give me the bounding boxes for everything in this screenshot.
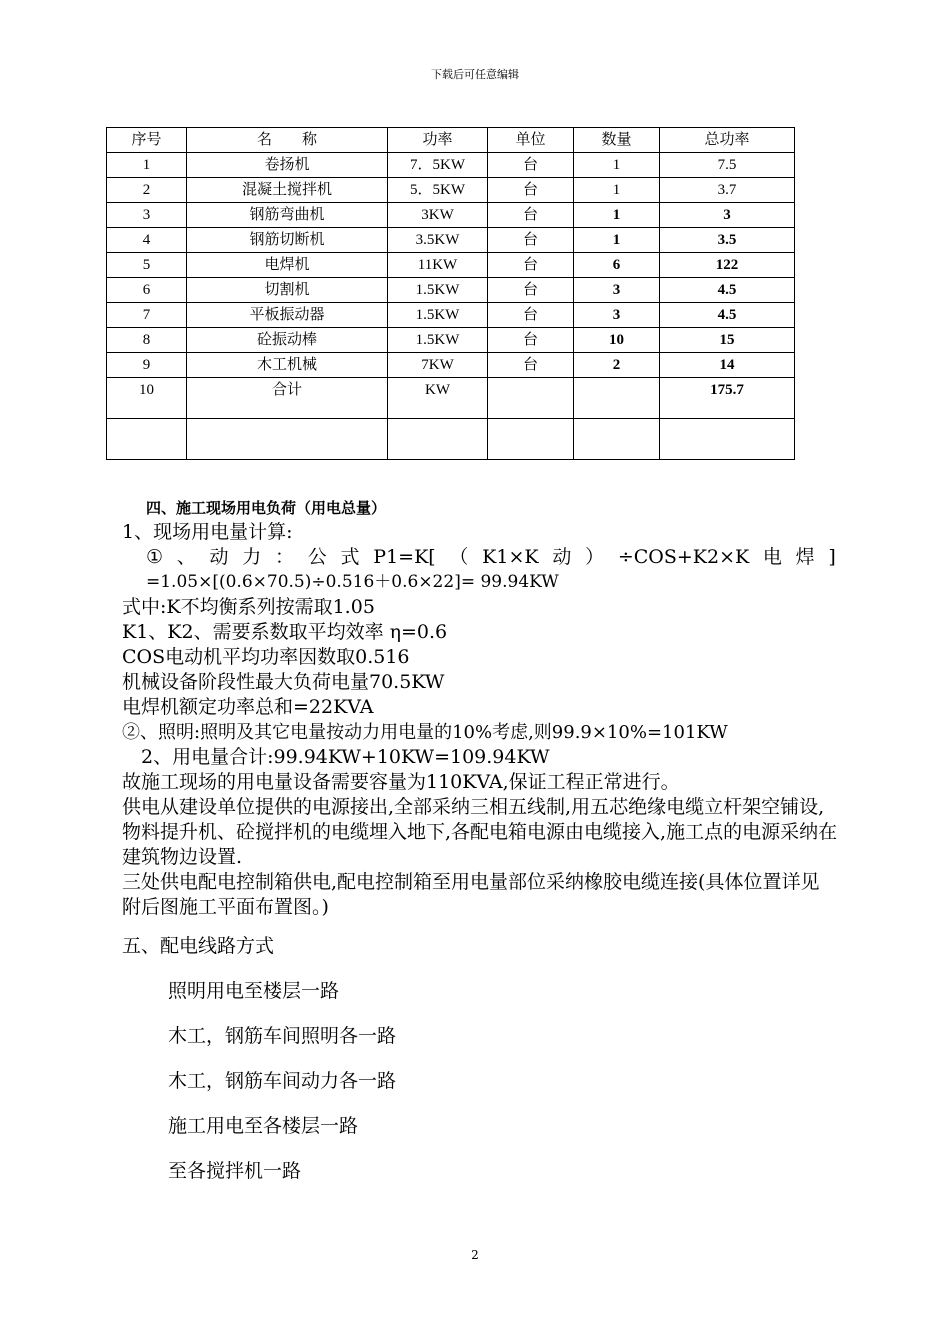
cell: 3.5KW [388, 228, 488, 253]
cell: 6 [574, 253, 660, 278]
cell: 1 [574, 228, 660, 253]
formula-part: （ [449, 546, 469, 568]
header-cell: 名 称 [187, 128, 388, 153]
text-line: 2、用电量合计:99.94KW+10KW=109.94KW [122, 746, 550, 768]
cell: 台 [488, 303, 574, 328]
table-row [107, 253, 795, 278]
table-header-row [107, 128, 795, 153]
route-item: 至各搅拌机一路 [168, 1160, 302, 1182]
cell [574, 419, 660, 460]
header-cell: 功率 [388, 128, 488, 153]
cell: 台 [488, 153, 574, 178]
page-number: 2 [471, 1248, 479, 1262]
cell: 10 [107, 378, 187, 419]
table-row [107, 328, 795, 353]
cell: 7 [107, 303, 187, 328]
text-line: K1、K2、需要系数取平均效率 η=0.6 [122, 621, 448, 643]
route-item: 照明用电至楼层一路 [168, 980, 340, 1002]
route-item: 木工，钢筋车间照明各一路 [168, 1025, 397, 1047]
formula-part: 电 [762, 546, 782, 568]
cell [187, 419, 388, 460]
header-cell: 总功率 [660, 128, 795, 153]
cell: 1 [574, 178, 660, 203]
cell [660, 419, 795, 460]
cell: 10 [574, 328, 660, 353]
formula-part: 动 [209, 546, 229, 568]
text-line: 故施工现场的用电量设备需要容量为110KVA,保证工程正常进行。 [122, 771, 680, 793]
formula-part: ÷COS+K2×K [617, 546, 750, 568]
table-total-row [107, 378, 795, 419]
text-line: 式中:K不均衡系列按需取1.05 [122, 596, 375, 618]
cell: 台 [488, 253, 574, 278]
cell: 175.7 [660, 378, 795, 419]
formula-part: 式 [340, 546, 360, 568]
table-row [107, 278, 795, 303]
cell: 台 [488, 328, 574, 353]
route-item: 施工用电至各楼层一路 [168, 1115, 359, 1137]
table-row [107, 228, 795, 253]
cell: KW [388, 378, 488, 419]
cell: 3 [660, 203, 795, 228]
section-4-heading: 四、施工现场用电负荷（用电总量） [146, 499, 387, 517]
formula-part: ） [585, 546, 605, 568]
cell: 11KW [388, 253, 488, 278]
cell: 122 [660, 253, 795, 278]
table-row [107, 303, 795, 328]
text-line: COS电动机平均功率因数取0.516 [122, 646, 410, 668]
formula-part: 焊 [795, 546, 815, 568]
cell [107, 419, 187, 460]
cell: 14 [660, 353, 795, 378]
power-formula-line-1 [146, 545, 836, 570]
header-cell: 单位 [488, 128, 574, 153]
cell [488, 419, 574, 460]
cell: 台 [488, 203, 574, 228]
cell: 4.5 [660, 278, 795, 303]
cell: 1.5KW [388, 328, 488, 353]
cell [488, 378, 574, 419]
power-formula-line-2: =1.05×[(0.6×70.5)÷0.516＋0.6×22]= 99.94KW [146, 572, 559, 592]
cell: 4 [107, 228, 187, 253]
formula-part: 公 [307, 546, 327, 568]
table-empty-row [107, 419, 795, 460]
table-row [107, 153, 795, 178]
formula-part: K1×K [482, 546, 539, 568]
formula-part: 、 [176, 546, 196, 568]
cell: 15 [660, 328, 795, 353]
cell: 台 [488, 178, 574, 203]
cell: 3.7 [660, 178, 795, 203]
cell: 2 [574, 353, 660, 378]
page-header: 下载后可任意编辑 [431, 68, 519, 81]
formula-part: ： [275, 546, 295, 568]
section-5-heading: 五、配电线路方式 [122, 935, 275, 957]
cell: 2 [107, 178, 187, 203]
route-item: 木工，钢筋车间动力各一路 [168, 1070, 397, 1092]
subsection-1-heading: 1、现场用电量计算: [122, 521, 293, 543]
cell: 3.5 [660, 228, 795, 253]
cell: 8 [107, 328, 187, 353]
cell: 1.5KW [388, 303, 488, 328]
header-cell: 数量 [574, 128, 660, 153]
table-row [107, 353, 795, 378]
cell: 台 [488, 353, 574, 378]
cell: 6 [107, 278, 187, 303]
cell: 4.5 [660, 303, 795, 328]
cell: 混凝土搅拌机 [187, 178, 388, 203]
table-row [107, 203, 795, 228]
cell: 3 [574, 303, 660, 328]
cell: 平板振动器 [187, 303, 388, 328]
cell: 钢筋切断机 [187, 228, 388, 253]
formula-part: ] [828, 546, 836, 568]
formula-part: 力 [242, 546, 262, 568]
cell: 木工机械 [187, 353, 388, 378]
cell: 电焊机 [187, 253, 388, 278]
formula-part: 动 [552, 546, 572, 568]
cell: 1.5KW [388, 278, 488, 303]
cell: 切割机 [187, 278, 388, 303]
cell: 砼振动棒 [187, 328, 388, 353]
cell [388, 419, 488, 460]
equipment-power-table [106, 127, 795, 460]
text-line: ②、照明:照明及其它电量按动力用电量的10%考虑,则99.9×10%=101KW [122, 722, 728, 743]
cell: 卷扬机 [187, 153, 388, 178]
cell: 1 [574, 203, 660, 228]
cell: 1 [107, 153, 187, 178]
cell: 7KW [388, 353, 488, 378]
cell: 7．5KW [388, 153, 488, 178]
cell: 3 [574, 278, 660, 303]
table-row [107, 178, 795, 203]
header-cell: 序号 [107, 128, 187, 153]
cell [574, 378, 660, 419]
cell: 9 [107, 353, 187, 378]
formula-part: P1=K[ [373, 546, 436, 568]
cell: 合计 [187, 378, 388, 419]
cell: 钢筋弯曲机 [187, 203, 388, 228]
cell: 7.5 [660, 153, 795, 178]
distribution-box-paragraph: 三处供电配电控制箱供电,配电控制箱至用电量部位采纳橡胶电缆连接(具体位置详见附后图施工平面布置图。) [122, 871, 820, 918]
cell: 3KW [388, 203, 488, 228]
cell: 3 [107, 203, 187, 228]
cell: 5 [107, 253, 187, 278]
cell: 台 [488, 228, 574, 253]
cell: 5．5KW [388, 178, 488, 203]
text-line: 电焊机额定功率总和=22KVA [122, 696, 374, 718]
formula-part: ① [146, 546, 164, 568]
power-supply-paragraph: 供电从建设单位提供的电源接出,全部采纳三相五线制,用五芯绝缘电缆立杆架空铺设,物料提升机、砼搅拌机的电缆埋入地下,各配电箱电源由电缆接入,施工点的电源采纳在建筑物边设置. [122, 796, 838, 868]
text-line: 机械设备阶段性最大负荷电量70.5KW [122, 671, 445, 693]
cell: 台 [488, 278, 574, 303]
cell: 1 [574, 153, 660, 178]
